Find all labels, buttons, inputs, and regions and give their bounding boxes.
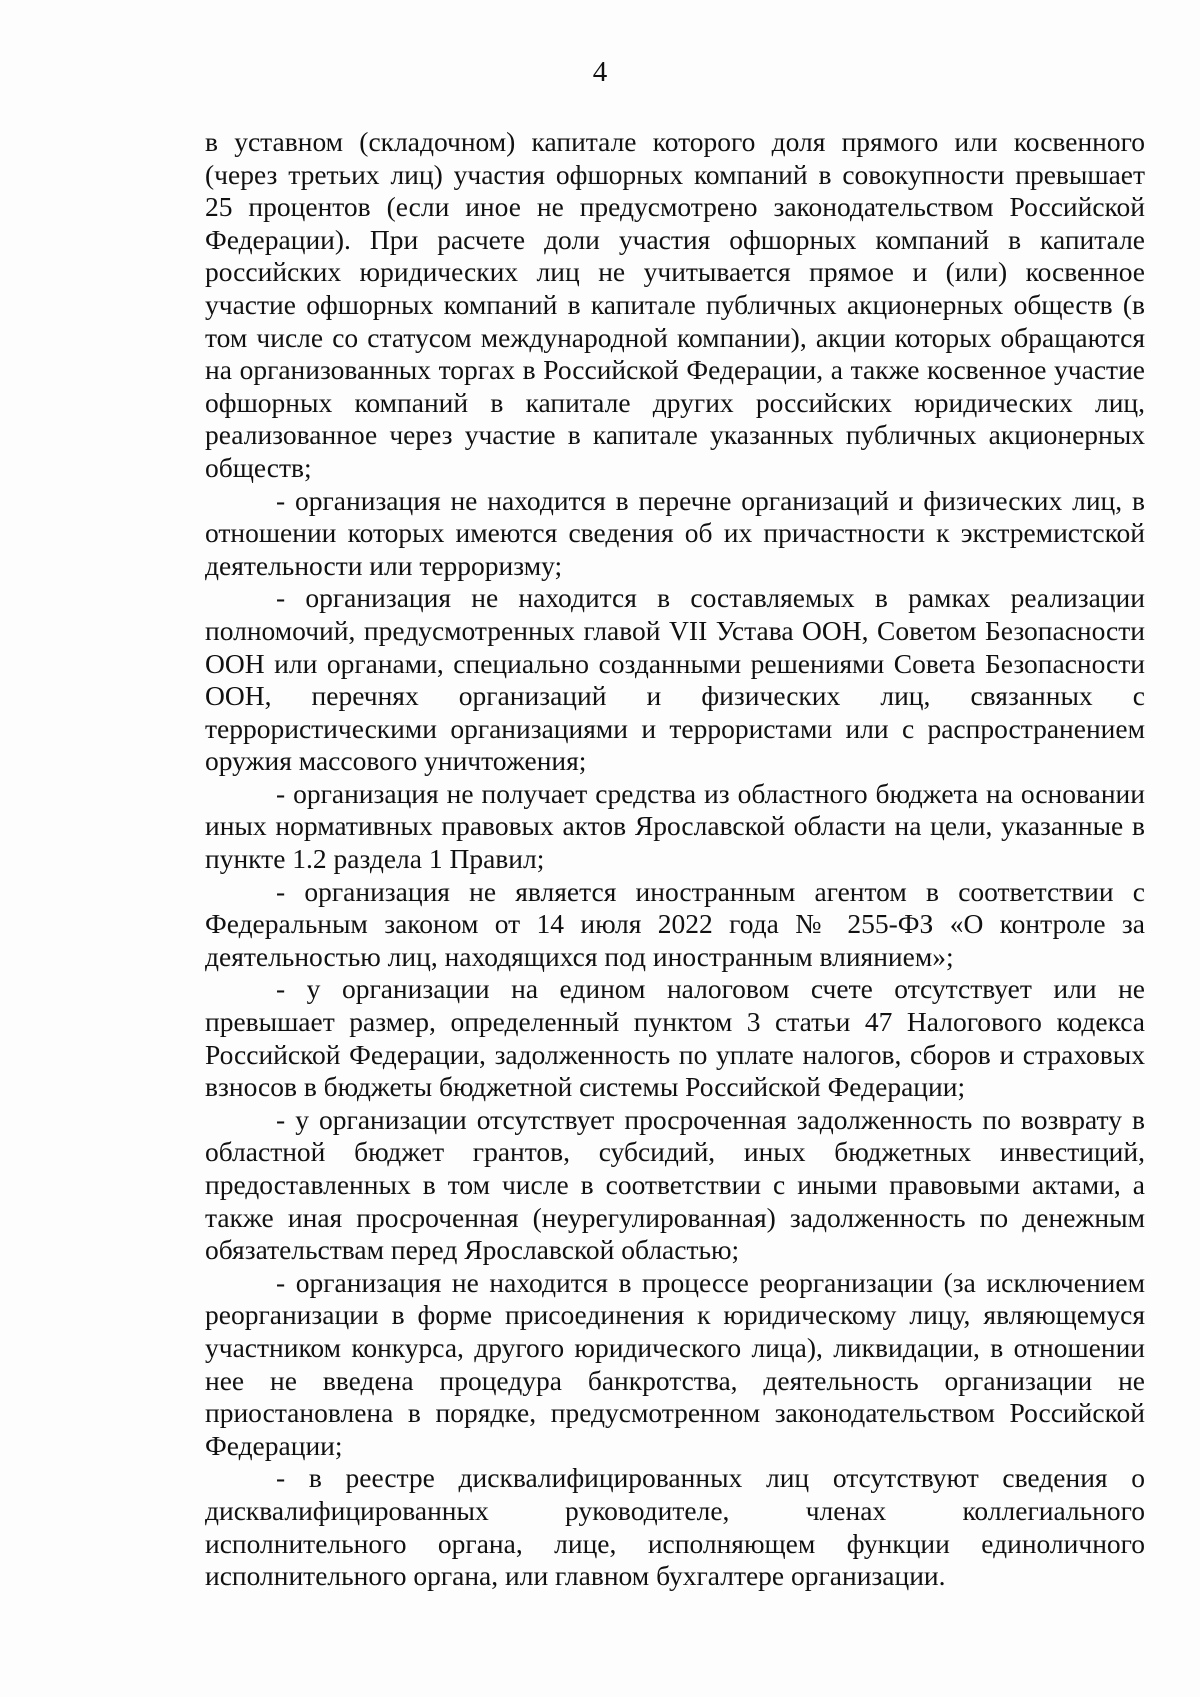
paragraph-un-security-council-lists: - организация не находится в составляемых в рамках реализации полномочий, предусмотренных главой VII Устава ООН, Советом Безопасности ООН или органами, специально созданными решениями Совета Безопасности ООН, перечнях организаций и физических лиц, связанных с террористическими организациями и террористами или с распространением оружия массового уничтожения; — [205, 582, 1145, 777]
document-body — [205, 126, 1145, 1593]
page-number: 4 — [592, 56, 608, 88]
paragraph-foreign-agent: - организация не является иностранным агентом в соответствии с Федеральным законом от 14 июля 2022 года № 255-ФЗ «О контроле за деятельностью лиц, находящихся под иностранным влиянием»; — [205, 875, 1145, 972]
paragraph-reorganization: - организация не находится в процессе реорганизации (за исключением реорганизации в форме присоединения к юридическому лицу, являющемуся участником конкурса, другого юридического лица), ликвидации, в отношении нее не введена процедура банкротства, деятельность организации не приостановлена в порядке, предусмотренном законодательством Российской Федерации; — [205, 1266, 1145, 1461]
paragraph-tax-debt: - у организации на едином налоговом счете отсутствует или не превышает размер, определенный пунктом 3 статьи 47 Налогового кодекса Российской Федерации, задолженность по уплате налогов, сборов и страховых взносов в бюджеты бюджетной системы Российской Федерации; — [205, 973, 1145, 1103]
paragraph-extremism-list: - организация не находится в перечне организаций и физических лиц, в отношении которых имеются сведения об их причастности к экстремистской деятельности или терроризму; — [205, 484, 1145, 581]
paragraph-overdue-debt: - у организации отсутствует просроченная задолженность по возврату в областной бюджет грантов, субсидий, иных бюджетных инвестиций, предоставленных в том числе в соответствии с иными правовыми актами, а также иная просроченная (неурегулированная) задолженность по денежным обязательствам перед Ярославской областью; — [205, 1103, 1145, 1266]
paragraph-disqualified-persons: - в реестре дисквалифицированных лиц отсутствуют сведения о дисквалифицированных руководителе, членах коллегиального исполнительного органа, лице, исполняющем функции единоличного исполнительного органа, или главном бухгалтере организации. — [205, 1462, 1145, 1592]
paragraph-offshore-participation: в уставном (складочном) капитале которого доля прямого или косвенного (через третьих лиц) участия офшорных компаний в совокупности превышает 25 процентов (если иное не предусмотрено законодательством Российской Федерации). При расчете доли участия офшорных компаний в капитале российских юридических лиц не учитывается прямое и (или) косвенное участие офшорных компаний в капитале публичных акционерных обществ (в том числе со статусом международной компании), акции которых обращаются на организованных торгах в Российской Федерации, а также косвенное участие офшорных компаний в капитале других российских юридических лиц, реализованное через участие в капитале указанных публичных акционерных обществ; — [205, 126, 1145, 483]
paragraph-regional-budget-funds: - организация не получает средства из областного бюджета на основании иных нормативных правовых актов Ярославской области на цели, указанные в пункте 1.2 раздела 1 Правил; — [205, 777, 1145, 875]
